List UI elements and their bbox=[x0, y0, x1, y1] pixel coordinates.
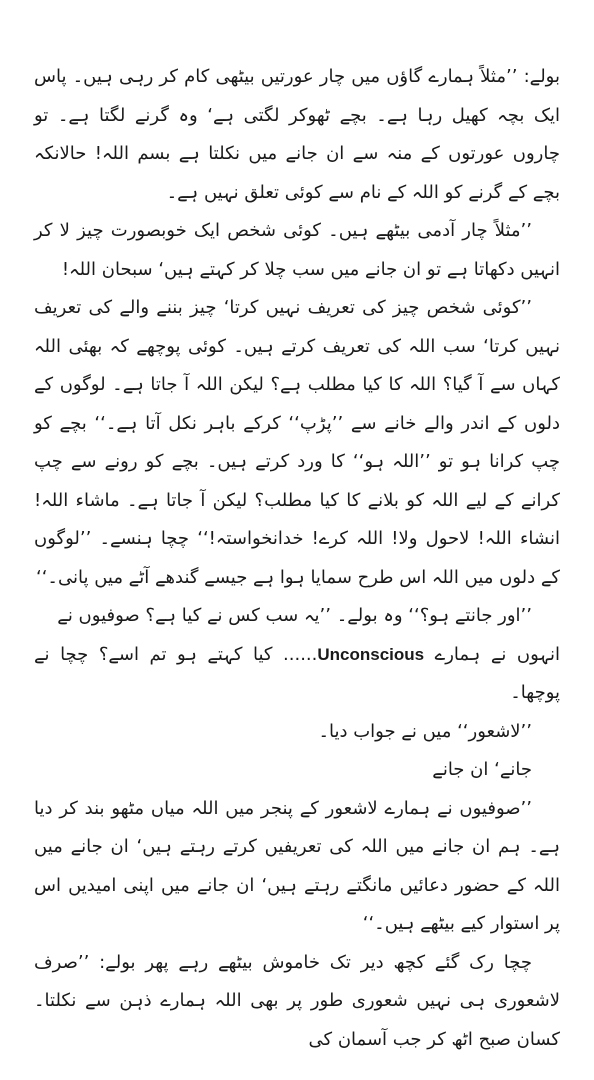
inline-english-line bbox=[34, 636, 560, 713]
paragraph-2: ’’مثلاً چار آدمی بیٹھے ہیں۔ کوئی شخص ایک خوبصورت چیز لا کر انہیں دکھاتا ہے تو ان جانے میں سب چلا کر کہتے ہیں‘ سبحان اللہ! bbox=[34, 220, 560, 280]
paragraph-5: ’’صوفیوں نے ہمارے لاشعور کے پنجر میں اللہ میاں مٹھو بند کر دیا ہے۔ ہم ان جانے میں اللہ کی تعریفیں کرتے رہتے ہیں‘ ان جانے میں اللہ کے حضور دعائیں مانگتے رہتے ہیں‘ ان جانے میں اپنی امیدیں اس پر استوار کیے بیٹھے ہیں۔‘‘ bbox=[34, 797, 560, 934]
paragraph-1: بولے: ’’مثلاً ہمارے گاؤں میں چار عورتیں بیٹھی کام کر رہی ہیں۔ پاس ایک بچہ کھیل رہا ہے۔ بچے ٹھوکر لگتی ہے‘ وہ گرنے لگتا ہے۔ تو چاروں عورتوں کے منہ سے ان جانے میں نکلتا ہے بسم اللہ! حالانکہ بچے کے گرنے کو اللہ کے نام سے کوئی تعلق نہیں ہے۔ bbox=[34, 66, 560, 203]
ellipsis-dots: ...... bbox=[283, 643, 318, 665]
line-after-english: کیا کہتے ہو تم اسے؟ چچا نے پوچھا۔ bbox=[34, 643, 560, 703]
short-line-2: جانے‘ ان جانے bbox=[432, 759, 532, 780]
paragraph-6: چچا رک گئے کچھ دیر تک خاموش بیٹھے رہے پھر بولے: ’’صرف لاشعوری ہی نہیں شعوری طور پر بھی اللہ ہمارے ذہن سے نکلتا۔ کسان صبح اٹھ کر جب آسمان کی bbox=[34, 951, 560, 1050]
english-word: Unconscious bbox=[317, 644, 425, 664]
paragraph-3: ’’کوئی شخص چیز کی تعریف نہیں کرتا‘ چیز بننے والے کی تعریف نہیں کرتا‘ سب اللہ کی تعریف کرتے ہیں۔ کوئی پوچھے کہ بھئی اللہ کہاں سے آ گیا؟ اللہ کا کیا مطلب ہے؟ لیکن اللہ آ جاتا ہے۔ لوگوں کے دلوں کے اندر والے خانے سے ’’پڑپ‘‘ کرکے باہر نکل آتا ہے۔‘‘ بچے کو چپ کرانا ہو تو ’’اللہ ہو‘‘ کا ورد کرتے ہیں۔ بچے کو رونے سے چپ کرانے کے لیے اللہ کو بلانے کا کیا مطلب؟ لیکن آ جاتا ہے۔ ماشاء اللہ! انشاء اللہ! لاحول ولا! اللہ کرے! خدانخواستہ!‘‘ چچا ہنسے۔ ’’لوگوں کے دلوں میں اللہ اس طرح سمایا ہوا ہے جیسے گندھے آٹے میں پانی۔‘‘ bbox=[34, 297, 560, 588]
short-line-1: ’’لاشعور‘‘ میں نے جواب دیا۔ bbox=[318, 720, 532, 742]
paragraph-4: ’’اور جانتے ہو؟‘‘ وہ بولے۔ ’’یہ سب کس نے کیا ہے؟ صوفیوں نے bbox=[57, 605, 532, 626]
book-page bbox=[34, 58, 560, 1058]
line-before-english: انہوں نے ہمارے bbox=[434, 643, 560, 665]
